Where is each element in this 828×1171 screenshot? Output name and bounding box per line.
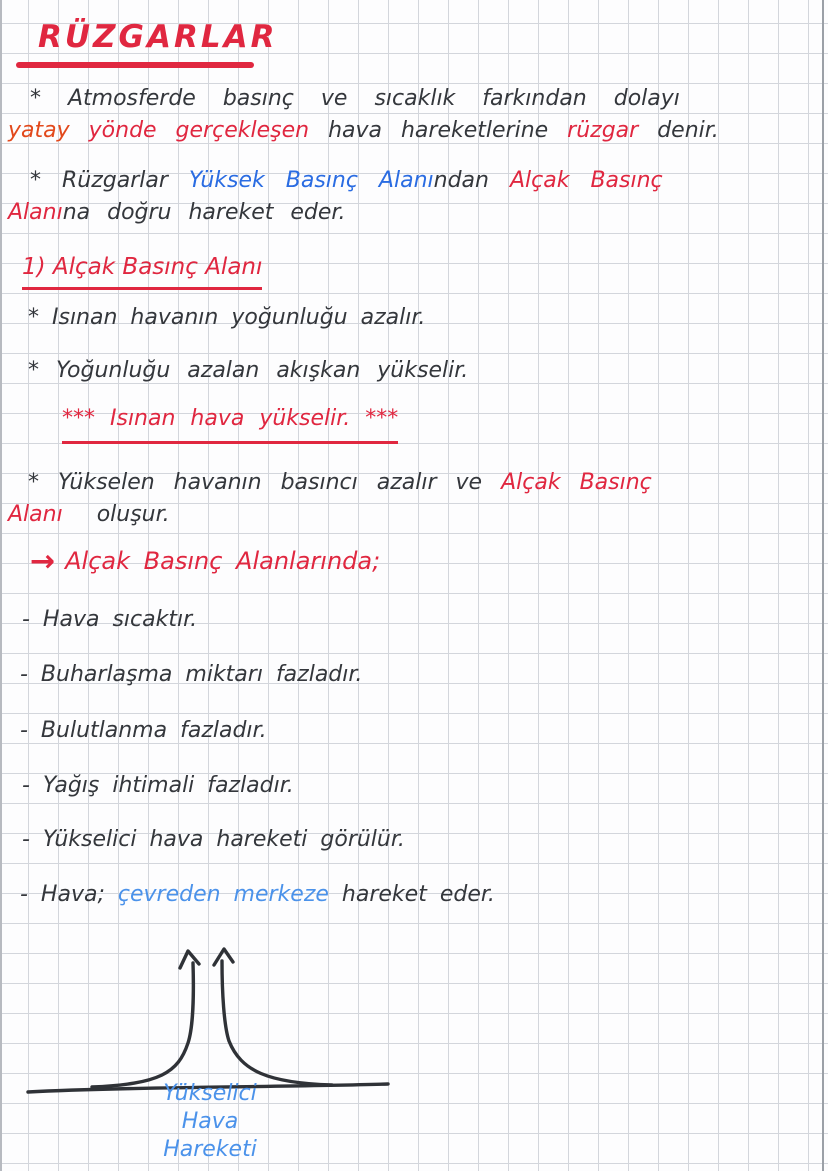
rule-text-red2: Alanı [8,200,63,225]
property-air-flow-black2: hareket eder. [341,882,495,907]
result-text-red1: Alçak Basınç [501,470,652,495]
property-air-flow-blue: çevreden merkeze [117,882,329,907]
result-line-1 [28,468,652,498]
intro-line-2 [8,116,719,146]
left-updraft-curve [92,963,193,1087]
figure-caption-line-3: Hareketi [163,1137,257,1162]
result-line-2 [8,500,170,530]
figure-caption-line-2: Hava [181,1109,239,1134]
rule-line-2 [8,198,345,228]
right-arrow-icon: → [30,544,56,579]
figure-caption [130,1080,290,1164]
rule-text-black3: na doğru hareket eder. [62,200,346,225]
intro-text-black2: hava hareketlerine [328,118,549,143]
intro-text-black3: denir. [657,118,719,143]
property-cloudiness: - Bulutlanma fazladır. [20,718,267,743]
result-text-black2: oluşur. [96,502,170,527]
intro-line-1 [30,84,680,114]
figure-caption-line-1: Yükselici [163,1081,257,1106]
intro-text-orange: yatay [8,118,70,143]
rule-text-black2: ndan [433,168,489,193]
bullet-density-decreases: * Isınan havanın yoğunluğu azalır. [28,305,426,330]
title-underline [16,62,254,68]
result-text-black1: * Yükselen havanın basıncı azalır ve [28,470,483,495]
section-heading-low-pressure: 1) Alçak Basınç Alanı [22,252,262,290]
low-pressure-heading [30,546,380,577]
intro-text-black: * Atmosferde basınç ve sıcaklık farkından dolayı [30,86,680,111]
left-arrowhead-icon [180,951,199,968]
property-evaporation: - Buharlaşma miktarı fazladır. [20,662,363,687]
property-rising-air: - Yükselici hava hareketi görülür. [22,827,405,852]
property-air-flow [20,880,495,910]
emphasis-note: *** Isınan hava yükselir. *** [62,404,398,444]
rule-line-1 [30,166,663,196]
intro-text-red: yönde gerçekleşen [88,118,310,143]
property-precipitation: - Yağış ihtimali fazladır. [22,773,294,798]
rule-text-black1: * Rüzgarlar [30,168,168,193]
bullet-fluid-rises: * Yoğunluğu azalan akışkan yükselir. [28,358,469,383]
rule-text-blue: Yüksek Basınç Alanı [188,168,434,193]
property-air-flow-black1: - Hava; [20,882,105,907]
low-pressure-heading-text: Alçak Basınç Alanlarında; [65,547,381,575]
intro-text-red2: rüzgar [567,118,639,143]
result-text-red2: Alanı [8,502,63,527]
property-warm-air: - Hava sıcaktır. [22,607,198,632]
page-right-edge [822,0,824,1171]
rule-text-red1: Alçak Basınç [509,168,663,193]
page-title: RÜZGARLAR [38,19,278,55]
right-updraft-curve [222,961,332,1085]
